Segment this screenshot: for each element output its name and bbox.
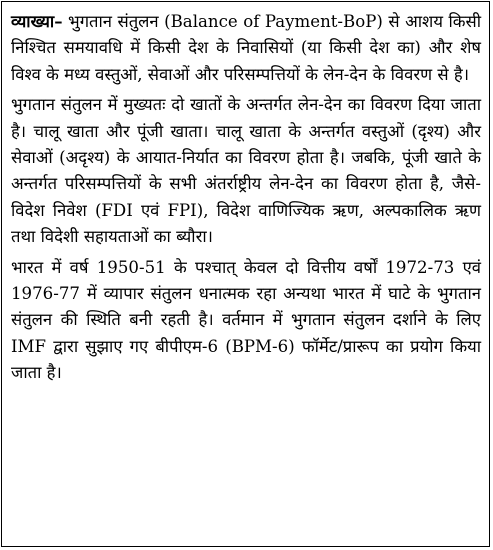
explanation-box [1,1,490,547]
paragraph-india-bop: भारत में वर्ष 1950-51 के पश्चात् केवल दो वित्तीय वर्षों 1972-73 एवं 1976-77 में व्यापार संतुलन धनात्मक रहा अन्यथा भारत में घाटे के भुगतान संतुलन की स्थिति बनी रहती है। वर्तमान में भुगतान संतुलन दर्शाने के लिए IMF द्वारा सुझाए गए बीपीएम-6 (BPM-6) फॉर्मेट/प्रारूप का प्रयोग किया जाता है। [11,257,481,383]
paragraph-definition [11,8,481,88]
heading-dash: – [54,11,63,31]
heading-term: व्याख्या [11,11,55,31]
paragraph-accounts: भुगतान संतुलन में मुख्यतः दो खातों के अन्तर्गत लेन-देन का विवरण दिया जाता है। चालू खाता और पूंजी खाता। चालू खाता के अन्तर्गत वस्तुओं (दृश्य) और सेवाओं (अदृश्य) के आयात-निर्यात का विवरण होता है। जबकि, पूंजी खाते के अन्तर्गत परिसम्पत्तियों के सभी अंतर्राष्ट्रीय लेन-देन का विवरण होता है, जैसे-विदेश निवेश (FDI एवं FPI), विदेश वाणिज्यिक ऋण, अल्पकालिक ऋण तथा विदेशी सहायताओं का ब्यौरा। [11,95,481,247]
paragraph-1-text: भुगतान संतुलन (Balance of Payment-BoP) से आशय किसी निश्चित समयावधि में किसी देश के निवासियों (या किसी देश का) और शेष विश्व के मध्य वस्तुओं, सेवाओं और परिसम्पत्तियों के लेन-देन के विवरण से है। [11,12,481,84]
